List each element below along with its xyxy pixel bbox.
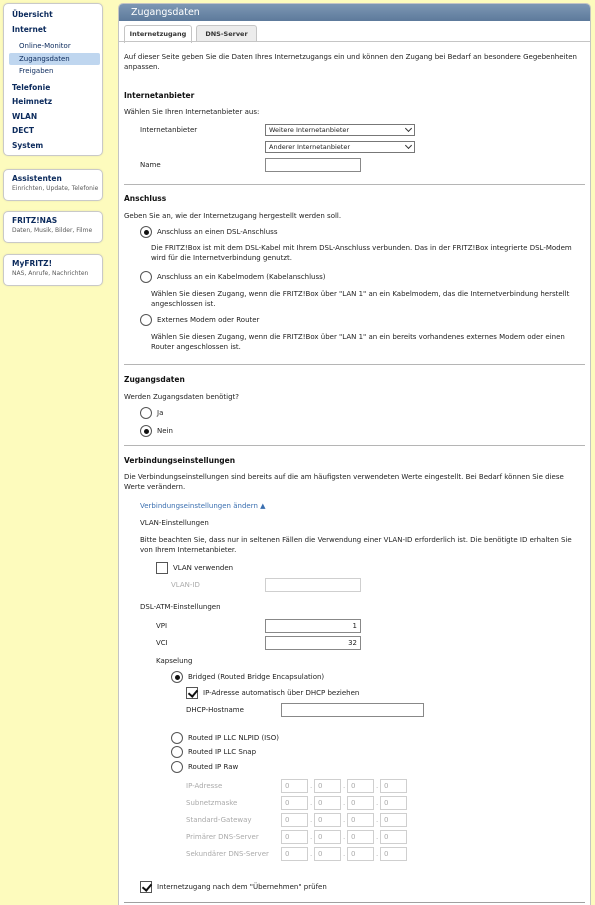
radio-external-desc: Wählen Sie diesen Zugang, wenn die FRITZ!Box über "LAN 1" an ein bereits vorhandenes externes Modem oder einen Router angeschlossen ist. xyxy=(151,333,565,351)
ip-separator-dot: . xyxy=(376,816,379,824)
vlan-checkbox[interactable] xyxy=(156,562,168,574)
ip-separator-dot: . xyxy=(310,782,313,790)
settings-toggle-link[interactable]: Verbindungseinstellungen ändern ▲ xyxy=(140,502,266,510)
nav-item-telefonie[interactable]: Telefonie xyxy=(12,82,51,92)
dns-secondary-octet-2[interactable]: 0 xyxy=(314,847,341,861)
myfritz-subtitle: NAS, Anrufe, Nachrichten xyxy=(12,270,89,277)
gateway-octet-3[interactable]: 0 xyxy=(347,813,374,827)
nav-item-system[interactable]: System xyxy=(12,140,44,150)
dns-primary-octet-4[interactable]: 0 xyxy=(380,830,407,844)
subnet-mask-octet-4[interactable]: 0 xyxy=(380,796,407,810)
dns-primary-octet-2[interactable]: 0 xyxy=(314,830,341,844)
nav-item-zugangsdaten[interactable]: Zugangsdaten xyxy=(9,53,100,66)
radio-encap-bridged[interactable] xyxy=(171,671,183,683)
vci-input[interactable] xyxy=(265,636,361,650)
assistenten-box[interactable] xyxy=(3,169,103,201)
radio-external-label[interactable]: Externes Modem oder Router xyxy=(157,316,260,324)
vlan-id-label: VLAN-ID xyxy=(171,581,200,589)
provider-subselect[interactable] xyxy=(265,141,415,153)
radio-access-yes-label[interactable]: Ja xyxy=(157,409,164,417)
radio-dsl-desc: Die FRITZ!Box ist mit dem DSL-Kabel mit Ihrem DSL-Anschluss verbunden. Das in der FRITZ!Box integrierte DSL-Modem wird für die Internetverbindung genutzt. xyxy=(151,244,572,262)
radio-access-yes[interactable] xyxy=(140,407,152,419)
ip-separator-dot: . xyxy=(376,782,379,790)
vpi-input[interactable] xyxy=(265,619,361,633)
ip-separator-dot: . xyxy=(310,850,313,858)
radio-encap-raw-label[interactable]: Routed IP Raw xyxy=(188,763,239,771)
provider-heading: Internetanbieter xyxy=(124,91,195,100)
dns-primary-octet-3[interactable]: 0 xyxy=(347,830,374,844)
subnet-mask-octet-3[interactable]: 0 xyxy=(347,796,374,810)
fritznas-title[interactable]: FRITZ!NAS xyxy=(12,216,58,225)
provider-select[interactable] xyxy=(265,124,415,136)
myfritz-title[interactable]: MyFRITZ! xyxy=(12,259,53,268)
radio-encap-nlpid-label[interactable]: Routed IP LLC NLPID (ISO) xyxy=(188,734,279,742)
assistenten-title[interactable]: Assistenten xyxy=(12,174,62,183)
radio-encap-snap-label[interactable]: Routed IP LLC Snap xyxy=(188,748,257,756)
vpi-label: VPI xyxy=(156,622,168,630)
nav-item-internet[interactable]: Internet xyxy=(12,24,47,34)
gateway-octet-1[interactable]: 0 xyxy=(281,813,308,827)
vlan-checkbox-label[interactable]: VLAN verwenden xyxy=(173,564,234,572)
ip-address-label: IP-Adresse xyxy=(186,782,223,790)
radio-access-no[interactable] xyxy=(140,425,152,437)
dns-secondary-octet-1[interactable]: 0 xyxy=(281,847,308,861)
provider-select-value: Weitere Internetanbieter xyxy=(269,126,350,134)
vci-label: VCI xyxy=(156,639,168,647)
ip-separator-dot: . xyxy=(343,833,346,841)
fritznas-subtitle: Daten, Musik, Bilder, Filme xyxy=(12,227,93,234)
settings-heading: Verbindungseinstellungen xyxy=(124,456,236,465)
assistenten-subtitle: Einrichten, Update, Telefonie xyxy=(12,185,99,192)
provider-prompt: Wählen Sie Ihren Internetanbieter aus: xyxy=(124,108,260,116)
dhcp-checkbox-label[interactable]: IP-Adresse automatisch über DHCP beziehen xyxy=(203,689,360,697)
hostname-input[interactable] xyxy=(281,703,424,717)
connection-heading: Anschluss xyxy=(124,194,167,203)
divider xyxy=(124,445,585,446)
tab-divider xyxy=(119,41,590,42)
provider-label: Internetanbieter xyxy=(140,126,198,134)
settings-intro: Die Verbindungseinstellungen sind bereits auf die am häufigsten verwendeten Werte eingestellt. Bei Bedarf können Sie diese Werte verändern. xyxy=(124,473,564,491)
subnet-mask-label: Subnetzmaske xyxy=(186,799,238,807)
ip-separator-dot: . xyxy=(376,799,379,807)
check-after-apply-label[interactable]: Internetzugang nach dem "Übernehmen" prüfen xyxy=(157,883,327,891)
fritznas-box[interactable] xyxy=(3,211,103,243)
radio-access-no-label[interactable]: Nein xyxy=(157,427,173,435)
ip-address-octet-3[interactable]: 0 xyxy=(347,779,374,793)
atm-heading: DSL-ATM-Einstellungen xyxy=(140,603,221,611)
provider-subselect-value: Anderer Internetanbieter xyxy=(269,143,351,151)
radio-cable-desc: Wählen Sie diesen Zugang, wenn die FRITZ!Box über "LAN 1" an ein Kabelmodem, das die Internetverbindung herstellt angeschlossen ist. xyxy=(151,290,570,308)
divider xyxy=(124,364,585,365)
subnet-mask-octet-1[interactable]: 0 xyxy=(281,796,308,810)
radio-dsl-label[interactable]: Anschluss an einen DSL-Anschluss xyxy=(157,228,278,236)
ip-separator-dot: . xyxy=(310,833,313,841)
connection-prompt: Geben Sie an, wie der Internetzugang hergestellt werden soll. xyxy=(124,212,342,220)
ip-separator-dot: . xyxy=(310,816,313,824)
ip-separator-dot: . xyxy=(376,833,379,841)
ip-address-octet-1[interactable]: 0 xyxy=(281,779,308,793)
access-heading: Zugangsdaten xyxy=(124,375,185,384)
ip-separator-dot: . xyxy=(376,850,379,858)
dns-secondary-label: Sekundärer DNS-Server xyxy=(186,850,269,858)
ip-address-octet-2[interactable]: 0 xyxy=(314,779,341,793)
access-prompt: Werden Zugangsdaten benötigt? xyxy=(124,393,239,401)
dns-secondary-octet-4[interactable]: 0 xyxy=(380,847,407,861)
ip-separator-dot: . xyxy=(343,850,346,858)
subnet-mask-octet-2[interactable]: 0 xyxy=(314,796,341,810)
vlan-id-input[interactable] xyxy=(265,578,361,592)
radio-encap-snap[interactable] xyxy=(171,746,183,758)
radio-external[interactable] xyxy=(140,314,152,326)
tab-internetzugang[interactable]: Internetzugang xyxy=(124,25,192,43)
ip-separator-dot: . xyxy=(343,816,346,824)
main-navigation xyxy=(3,3,103,156)
content-panel xyxy=(118,3,591,905)
dns-primary-octet-1[interactable]: 0 xyxy=(281,830,308,844)
chevron-down-icon xyxy=(405,142,412,149)
radio-encap-nlpid[interactable] xyxy=(171,732,183,744)
vlan-heading: VLAN-Einstellungen xyxy=(140,519,209,527)
nav-item-uebersicht[interactable]: Übersicht xyxy=(12,10,53,19)
myfritz-box[interactable] xyxy=(3,254,103,286)
vlan-desc: Bitte beachten Sie, dass nur in seltenen Fällen die Verwendung einer VLAN-ID erforderlich ist. Die benötigte ID erhalten Sie von Ihrem Internetanbieter. xyxy=(140,536,572,554)
name-label: Name xyxy=(140,161,161,169)
ip-separator-dot: . xyxy=(310,799,313,807)
encap-label: Kapselung xyxy=(156,657,193,665)
name-input[interactable] xyxy=(265,158,361,172)
ip-address-octet-4[interactable]: 0 xyxy=(380,779,407,793)
chevron-down-icon xyxy=(405,125,412,132)
nav-item-heimnetz[interactable]: Heimnetz xyxy=(12,97,53,106)
radio-cable[interactable] xyxy=(140,271,152,283)
ip-separator-dot: . xyxy=(343,782,346,790)
nav-item-online-monitor[interactable]: Online-Monitor xyxy=(19,42,71,50)
gateway-label: Standard-Gateway xyxy=(186,816,252,824)
nav-item-wlan[interactable]: WLAN xyxy=(12,111,38,121)
page-intro: Auf dieser Seite geben Sie die Daten Ihres Internetzugangs ein und können den Zugang bei Bedarf an besondere Gegebenheiten anpassen. xyxy=(124,53,577,71)
radio-encap-raw[interactable] xyxy=(171,761,183,773)
divider xyxy=(124,184,585,185)
dhcp-checkbox[interactable] xyxy=(186,687,198,699)
dns-primary-label: Primärer DNS-Server xyxy=(186,833,259,841)
dns-secondary-octet-3[interactable]: 0 xyxy=(347,847,374,861)
check-after-apply-checkbox[interactable] xyxy=(140,881,152,893)
gateway-octet-2[interactable]: 0 xyxy=(314,813,341,827)
nav-item-freigaben[interactable]: Freigaben xyxy=(19,67,54,75)
divider xyxy=(124,902,585,903)
ip-separator-dot: . xyxy=(343,799,346,807)
radio-cable-label[interactable]: Anschluss an ein Kabelmodem (Kabelanschluss) xyxy=(157,273,326,281)
tab-dns-server[interactable]: DNS-Server xyxy=(196,25,257,42)
page-title: Zugangsdaten xyxy=(119,4,590,21)
radio-encap-bridged-label[interactable]: Bridged (Routed Bridge Encapsulation) xyxy=(188,673,325,681)
radio-dsl[interactable] xyxy=(140,226,152,238)
hostname-label: DHCP-Hostname xyxy=(186,706,244,714)
gateway-octet-4[interactable]: 0 xyxy=(380,813,407,827)
nav-item-dect[interactable]: DECT xyxy=(12,126,34,135)
